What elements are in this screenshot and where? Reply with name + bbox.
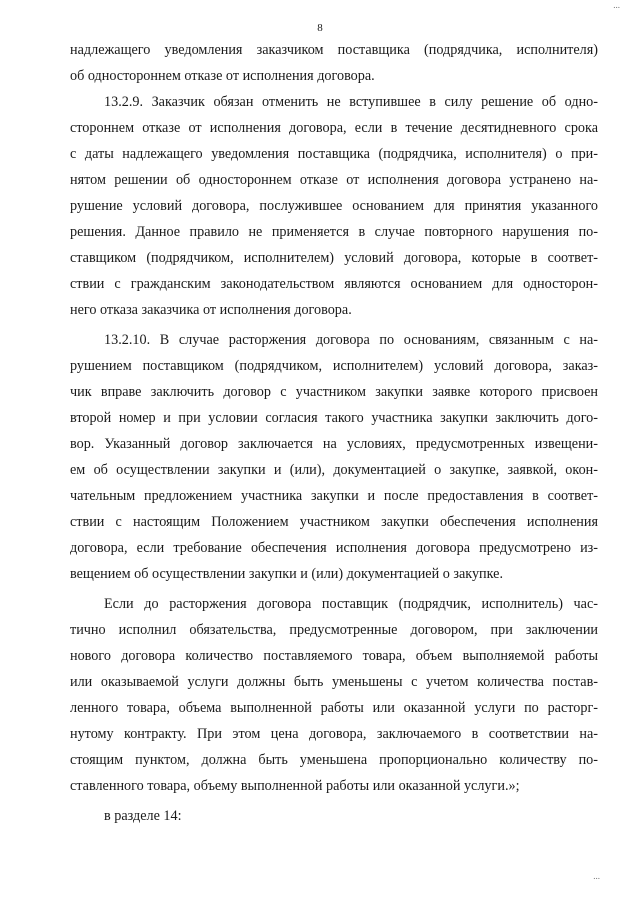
text-line: вор. Указанный договор заключается на условиях, предусмотренных извещени- [70,436,598,452]
text-line: второй номер и при условии согласия такого участника закупки заключить дого- [70,410,598,426]
text-line: решения. Данное правило не применяется в случае повторного нарушения по- [70,224,598,240]
text-line: с даты надлежащего уведомления поставщика (подрядчика, исполнителя) о при- [70,146,598,162]
text-line: ствии с гражданским законодательством являются основанием для односторон- [70,276,598,292]
text-line: Если до расторжения договора поставщик (подрядчик, исполнитель) час- [104,596,598,612]
page-number: 8 [317,22,323,34]
text-line: чательным предложением участника закупки и после предоставления в соответ- [70,488,598,504]
text-line: ставленного товара, объему выполненной работы или оказанной услуги.»; [70,778,520,794]
text-line: надлежащего уведомления заказчиком поставщика (подрядчика, исполнителя) [70,42,598,58]
text-line: ленного товара, объема выполненной работы или оказанной услуги по расторг- [70,700,598,716]
text-line: нятом решении об одностороннем отказе от исполнения договора устранено на- [70,172,598,188]
text-line: ставщиком (подрядчиком, исполнителем) условий договора, которые в соответ- [70,250,598,266]
text-line: в разделе 14: [104,808,182,824]
text-line: 13.2.9. Заказчик обязан отменить не вступившее в силу решение об одно- [104,94,598,110]
text-line: чик вправе заключить договор с участником закупки заявке которого присвоен [70,384,598,400]
text-line: об одностороннем отказе от исполнения договора. [70,68,375,84]
text-line: стоящим пунктом, должна быть уменьшена пропорционально количеству по- [70,752,598,768]
scan-mark-top: ... [613,0,620,10]
text-line: стороннем отказе от исполнения договора, если в течение десятидневного срока [70,120,598,136]
text-line: ем об осуществлении закупки и (или), документацией о закупке, заявкой, окон- [70,462,598,478]
text-line: 13.2.10. В случае расторжения договора по основаниям, связанным с на- [104,332,598,348]
text-line: вещением об осуществлении закупки и (или) документацией о закупке. [70,566,504,582]
text-line: рушением поставщиком (подрядчиком, исполнителем) условий договора, заказ- [70,358,598,374]
text-line: ствии с настоящим Положением участником закупки обеспечения исполнения [70,514,598,530]
text-line: тично исполнил обязательства, предусмотренные договором, при заключении [70,622,598,638]
text-line: нового договора количество поставляемого товара, объем выполняемой работы [70,648,598,664]
text-line: рушение условий договора, послужившее основанием для принятия указанного [70,198,598,214]
scan-mark-bottom: ... [593,871,600,881]
text-line: договора, если требование обеспечения исполнения договора предусмотрено из- [70,540,598,556]
text-line: него отказа заказчика от исполнения договора. [70,302,352,318]
text-line: или оказываемой услуги должны быть уменьшены с учетом количества постав- [70,674,598,690]
text-line: нутому контракту. При этом цена договора, заключаемого в соответствии на- [70,726,598,742]
